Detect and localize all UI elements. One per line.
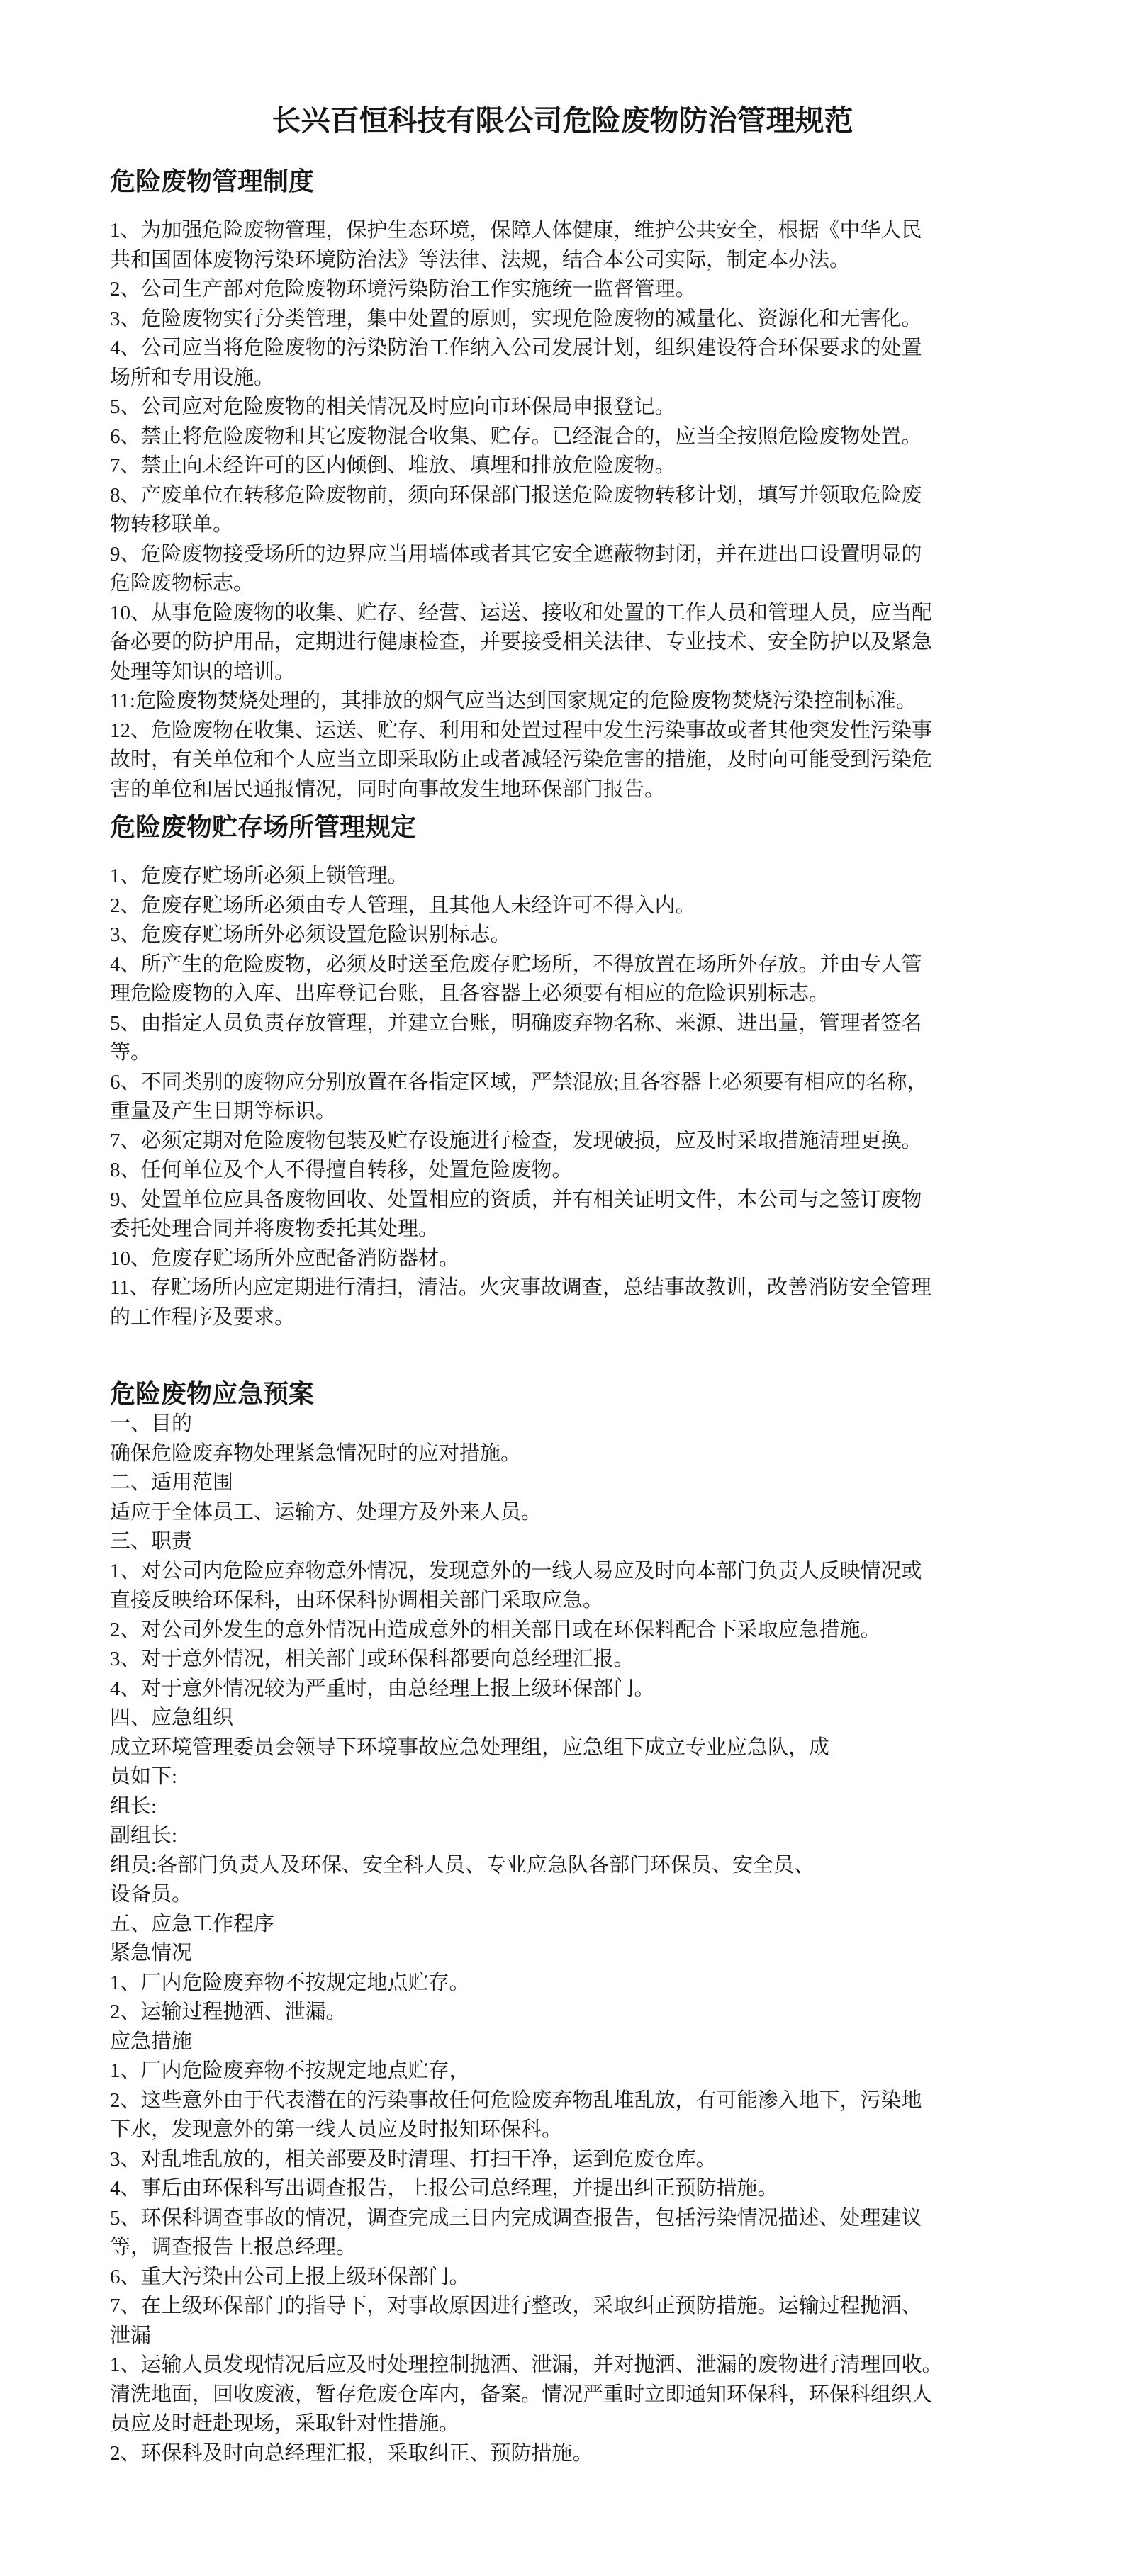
text-line: 2、公司生产部对危险废物环境污染防治工作实施统一监督管理。 bbox=[110, 278, 696, 300]
text-line: 7、在上级环保部门的指导下，对事故原因进行整改，采取纠正预防措施。运输过程抛洒、 bbox=[110, 2295, 922, 2317]
text-line: 处理等知识的培训。 bbox=[110, 660, 296, 683]
text-line: 1、为加强危险废物管理，保护生态环境，保障人体健康，维护公共安全，根据《中华人民 bbox=[110, 219, 922, 242]
section-emergency-plan bbox=[110, 1378, 1015, 2468]
section-management-system bbox=[110, 166, 1015, 804]
text-line: 10、危废存贮场所外应配备消防器材。 bbox=[110, 1247, 460, 1270]
text-line: 一、目的 bbox=[110, 1412, 193, 1435]
text-line: 设备员。 bbox=[110, 1883, 193, 1906]
text-line: 6、禁止将危险废物和其它废物混合收集、贮存。已经混合的，应当全按照危险废物处置。 bbox=[110, 424, 922, 448]
text-line: 4、事后由环保科写出调查报告，上报公司总经理，并提出纠正预防措施。 bbox=[110, 2177, 778, 2200]
text-line: 委托处理合同并将废物委托其处理。 bbox=[110, 1217, 440, 1240]
text-line: 1、对公司内危险应弃物意外情况，发现意外的一线人易应及时向本部门负责人反映情况或 bbox=[110, 1559, 922, 1582]
text-line: 四、应急组织 bbox=[110, 1706, 234, 1729]
section-heading-storage-site-rules: 危险废物贮存场所管理规定 bbox=[110, 813, 417, 841]
text-line: 理危险废物的入库、出库登记台账，且各容器上必须要有相应的危险识别标志。 bbox=[110, 982, 830, 1005]
text-line: 成立环境管理委员会领导下环境事故应急处理组，应急组下成立专业应急队，成 bbox=[110, 1736, 830, 1759]
section-heading-management-system: 危险废物管理制度 bbox=[110, 167, 315, 196]
text-line: 3、对乱堆乱放的，相关部要及时清理、打扫干净，运到危废仓库。 bbox=[110, 2147, 717, 2171]
text-line: 紧急情况 bbox=[110, 1942, 193, 1964]
text-line: 应急措施 bbox=[110, 2030, 193, 2053]
text-line: 12、危险废物在收集、运送、贮存、利用和处置过程中发生污染事故或者其他突发性污染事 bbox=[110, 719, 933, 742]
text-line: 2、这些意外由于代表潜在的污染事故任何危险废弃物乱堆乱放，有可能渗入地下，污染地 bbox=[110, 2088, 922, 2112]
text-line: 3、对于意外情况，相关部门或环保科都要向总经理汇报。 bbox=[110, 1648, 634, 1670]
text-line: 9、处置单位应具备废物回收、处置相应的资质，并有相关证明文件，本公司与之签订废物 bbox=[110, 1188, 922, 1211]
text-line: 8、任何单位及个人不得擅自转移，处置危险废物。 bbox=[110, 1159, 573, 1181]
section-body-storage-site-rules bbox=[110, 862, 1015, 1332]
section-body-emergency-plan bbox=[110, 1410, 1015, 2468]
section-body-management-system bbox=[110, 216, 1015, 804]
text-line: 2、对公司外发生的意外情况由造成意外的相关部目或在环保料配合下采取应急措施。 bbox=[110, 1618, 881, 1641]
text-line: 4、公司应当将危险废物的污染防治工作纳入公司发展计划，组织建设符合环保要求的处置 bbox=[110, 337, 922, 359]
section-heading-emergency-plan: 危险废物应急预案 bbox=[110, 1380, 315, 1408]
text-line: 11:危险废物焚烧处理的，其排放的烟气应当达到国家规定的危险废物焚烧污染控制标准。 bbox=[110, 690, 917, 712]
text-line: 二、适用范围 bbox=[110, 1471, 234, 1494]
text-line: 三、职责 bbox=[110, 1530, 193, 1553]
text-line: 组长: bbox=[110, 1794, 157, 1818]
text-line: 3、危废存贮场所外必须设置危险识别标志。 bbox=[110, 923, 511, 946]
text-line: 9、危险废物接受场所的边界应当用墙体或者其它安全遮蔽物封闭，并在进出口设置明显的 bbox=[110, 542, 922, 566]
text-line: 五、应急工作程序 bbox=[110, 1912, 275, 1935]
text-line: 4、所产生的危险废物，必须及时送至危废存贮场所，不得放置在场所外存放。并由专人管 bbox=[110, 952, 922, 976]
text-line: 2、危废存贮场所必须由专人管理，且其他人未经许可不得入内。 bbox=[110, 894, 696, 917]
text-line: 4、对于意外情况较为严重时，由总经理上报上级环保部门。 bbox=[110, 1677, 655, 1700]
text-line: 确保危险废弃物处理紧急情况时的应对措施。 bbox=[110, 1441, 522, 1465]
text-line: 7、禁止向未经许可的区内倾倒、堆放、填埋和排放危险废物。 bbox=[110, 454, 676, 477]
text-line: 的工作程序及要求。 bbox=[110, 1305, 296, 1329]
text-line: 员应及时赶赴现场，采取针对性措施。 bbox=[110, 2412, 460, 2435]
text-line: 6、重大污染由公司上报上级环保部门。 bbox=[110, 2265, 470, 2288]
text-line: 员如下: bbox=[110, 1765, 178, 1788]
text-line: 危险废物标志。 bbox=[110, 572, 254, 595]
text-line: 8、产废单位在转移危险废物前，须向环保部门报送危险废物转移计划，填写并领取危险废 bbox=[110, 483, 922, 507]
text-line: 直接反映给环保科，由环保科协调相关部门采取应急。 bbox=[110, 1589, 604, 1612]
text-line: 2、运输过程抛洒、泄漏。 bbox=[110, 2001, 347, 2023]
text-line: 副组长: bbox=[110, 1824, 178, 1847]
text-line: 备必要的防护用品，定期进行健康检查，并要接受相关法律、专业技术、安全防护以及紧急 bbox=[110, 631, 933, 653]
text-line: 1、厂内危险废弃物不按规定地点贮存， bbox=[110, 2059, 470, 2082]
text-line: 清洗地面，回收废液，暂存危废仓库内，备案。情况严重时立即通知环保科，环保科组织人 bbox=[110, 2383, 933, 2406]
text-line: 5、由指定人员负责存放管理，并建立台账，明确废弃物名称、来源、进出量，管理者签名 bbox=[110, 1011, 922, 1035]
text-line: 2、环保科及时向总经理汇报，采取纠正、预防措施。 bbox=[110, 2441, 593, 2465]
text-line: 1、厂内危险废弃物不按规定地点贮存。 bbox=[110, 1971, 470, 1994]
document-title: 长兴百恒科技有限公司危险废物防治管理规范 bbox=[272, 104, 853, 137]
text-line: 共和国固体废物污染环境防治法》等法律、法规，结合本公司实际，制定本办法。 bbox=[110, 248, 851, 271]
text-line: 害的单位和居民通报情况，同时向事故发生地环保部门报告。 bbox=[110, 777, 666, 801]
text-line: 10、从事危险废物的收集、贮存、经营、运送、接收和处置的工作人员和管理人员，应当配 bbox=[110, 601, 933, 624]
text-line: 5、环保科调查事故的情况，调查完成三日内完成调查报告，包括污染情况描述、处理建议 bbox=[110, 2206, 922, 2229]
text-line: 1、运输人员发现情况后应及时处理控制抛洒、泄漏，并对抛洒、泄漏的废物进行清理回收。 bbox=[110, 2353, 943, 2376]
section-storage-site-rules bbox=[110, 811, 1015, 1332]
text-line: 7、必须定期对危险废物包装及贮存设施进行检查，发现破损，应及时采取措施清理更换。 bbox=[110, 1129, 922, 1152]
text-line: 11、存贮场所内应定期进行清扫，清洁。火灾事故调查，总结事故教训，改善消防安全管理 bbox=[110, 1276, 931, 1299]
text-line: 等。 bbox=[110, 1041, 152, 1064]
text-line: 5、公司应对危险废物的相关情况及时应向市环保局申报登记。 bbox=[110, 395, 676, 418]
text-line: 1、危废存贮场所必须上锁管理。 bbox=[110, 865, 408, 887]
text-line: 组员:各部门负责人及环保、安全科人员、专业应急队各部门环保员、安全员、 bbox=[110, 1853, 815, 1877]
text-line: 泄漏 bbox=[110, 2324, 152, 2347]
text-line: 适应于全体员工、运输方、处理方及外来人员。 bbox=[110, 1500, 542, 1524]
text-line: 等，调查报告上报总经理。 bbox=[110, 2236, 357, 2259]
text-line: 场所和专用设施。 bbox=[110, 366, 275, 389]
text-line: 物转移联单。 bbox=[110, 513, 234, 536]
text-line: 6、不同类别的废物应分别放置在各指定区域，严禁混放;且各容器上必须要有相应的名称， bbox=[110, 1070, 928, 1093]
text-line: 重量及产生日期等标识。 bbox=[110, 1100, 337, 1123]
text-line: 下水，发现意外的第一线人员应及时报知环保科。 bbox=[110, 2118, 563, 2141]
text-line: 故时，有关单位和个人应当立即采取防止或者减轻污染危害的措施，及时向可能受到污染危 bbox=[110, 748, 933, 771]
text-line: 3、危险废物实行分类管理，集中处置的原则，实现危险废物的减量化、资源化和无害化。 bbox=[110, 307, 922, 330]
